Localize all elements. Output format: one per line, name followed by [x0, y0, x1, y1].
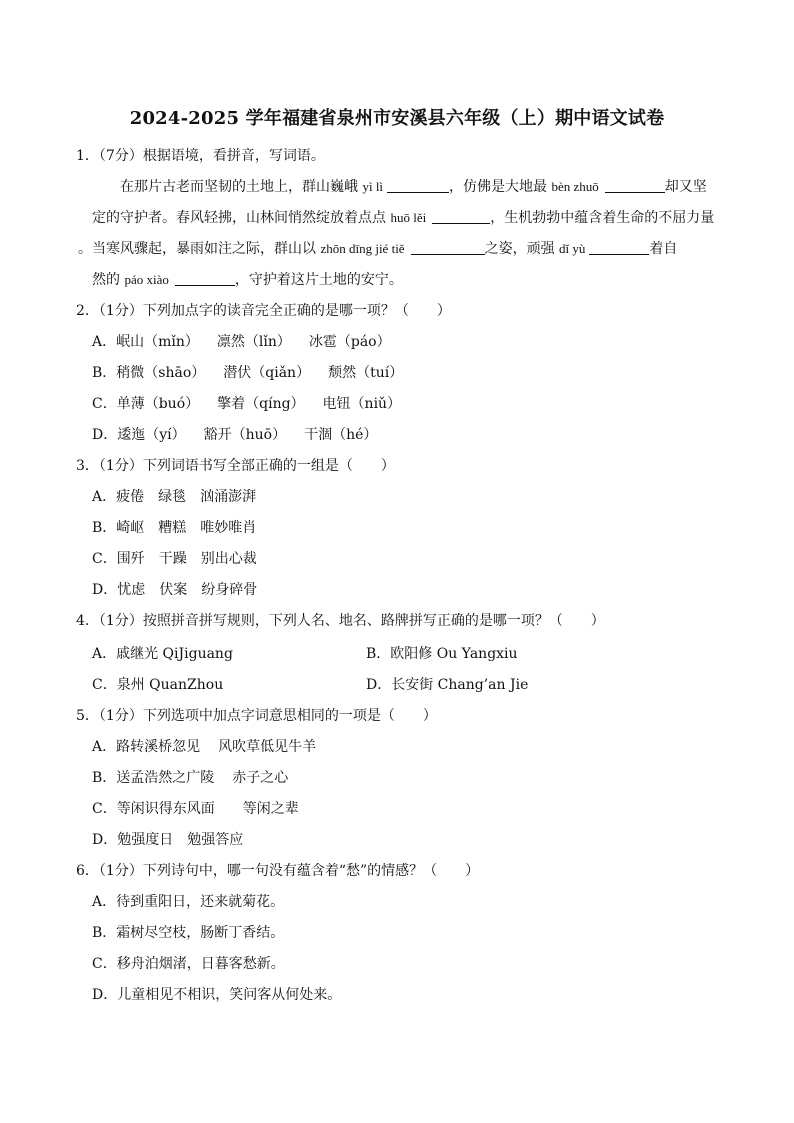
q1-answer-blank-2[interactable] — [605, 178, 665, 193]
q2-stem: 2．（1分）下列加点字的读音完全正确的是哪一项？（ ） — [76, 303, 451, 319]
q1-passage-line-4: 然的 páo xiào ，守护着这片土地的安宁。 — [92, 272, 403, 288]
q2-option-b[interactable]: B．稍微（shāo） 潜伏（qiǎn） 颓然（tuí） — [92, 365, 404, 381]
q3-option-a[interactable]: A．疲倦 绿毯 汹涌澎湃 — [92, 489, 257, 505]
q1-pinyin-1: yì lì — [362, 179, 384, 194]
q6-option-d[interactable]: D．儿童相见不相识，笑问客从何处来。 — [92, 987, 342, 1003]
q5-option-c[interactable]: C．等闲识得东风面 等闲之辈 — [92, 801, 299, 817]
q5-option-b[interactable]: B．送孟浩然之广陵 赤子之心 — [92, 770, 289, 786]
q6-option-b[interactable]: B．霜树尽空枝，肠断丁香结。 — [92, 925, 285, 941]
q4-option-a[interactable]: A．戚继光 QiJiguang — [92, 646, 233, 662]
q6-option-c[interactable]: C．移舟泊烟渚，日暮客愁新。 — [92, 956, 285, 972]
q1-pinyin-6: páo xiào — [124, 272, 169, 287]
q1-pinyin-3: huō lěi — [390, 210, 427, 225]
q4-option-c[interactable]: C．泉州 QuanZhou — [92, 677, 224, 693]
q4-option-b[interactable]: B．欧阳修 Ou Yangxiu — [366, 646, 518, 662]
q1-answer-blank-1[interactable] — [387, 178, 449, 193]
q1-pinyin-2: bèn zhuō — [551, 179, 599, 194]
q1-answer-blank-3[interactable] — [432, 209, 490, 224]
q6-stem: 6．（1分）下列诗句中，哪一句没有蕴含着“愁”的情感？（ ） — [76, 863, 480, 879]
q3-option-d[interactable]: D．忧虑 伏案 纷身碎骨 — [92, 582, 258, 598]
q4-stem: 4．（1分）按照拼音拼写规则，下列人名、地名、路牌拼写正确的是哪一项？（ ） — [76, 613, 605, 629]
q1-passage-line-3: 。当寒风骤起，暴雨如注之际，群山以 zhōn dīng jié tiě 之姿，顽强 dǐ yù 着自 — [78, 241, 678, 257]
q1-answer-blank-5[interactable] — [589, 240, 649, 255]
q3-option-c[interactable]: C．围歼 干躁 别出心裁 — [92, 551, 257, 567]
q3-stem: 3．（1分）下列词语书写全部正确的一组是（ ） — [76, 458, 395, 474]
q2-option-a[interactable]: A．岷山（mǐn） 凛然（lǐn） 冰雹（páo） — [92, 334, 391, 350]
q1-pinyin-5: dǐ yù — [559, 241, 586, 256]
q1-answer-blank-4[interactable] — [411, 240, 485, 255]
q1-pinyin-4: zhōn dīng jié tiě — [320, 241, 405, 256]
q4-option-d[interactable]: D．长安街 Chang’an Jie — [366, 677, 529, 693]
q5-stem: 5．（1分）下列选项中加点字词意思相同的一项是（ ） — [76, 708, 437, 724]
q1-passage-line-2: 定的守护者。春风轻拂，山林间悄然绽放着点点 huō lěi ，生机勃勃中蕴含着生命的不屈力量 — [92, 210, 715, 226]
q1-passage-line-1: 在那片古老而坚韧的土地上，群山巍峨 yì lì ，仿佛是大地最 bèn zhuō 却又坚 — [120, 179, 707, 195]
q3-option-b[interactable]: B．崎岖 糟糕 唯妙唯肖 — [92, 520, 257, 536]
q1-stem: 1．（7分）根据语境，看拼音，写词语。 — [76, 148, 325, 164]
q5-option-d[interactable]: D．勉强度日 勉强答应 — [92, 832, 244, 848]
q2-option-c[interactable]: C．单薄（buó） 擎着（qíng） 电钮（niǔ） — [92, 396, 402, 412]
q6-option-a[interactable]: A．待到重阳日，还来就菊花。 — [92, 894, 285, 910]
q2-option-d[interactable]: D．逶迤（yí） 豁开（huō） 干涸（hé） — [92, 427, 378, 443]
q5-option-a[interactable]: A．路转溪桥忽见 风吹草低见牛羊 — [92, 739, 317, 755]
page-title: 2024-2025 学年福建省泉州市安溪县六年级（上）期中语文试卷 — [129, 108, 665, 129]
q1-answer-blank-6[interactable] — [175, 271, 235, 286]
